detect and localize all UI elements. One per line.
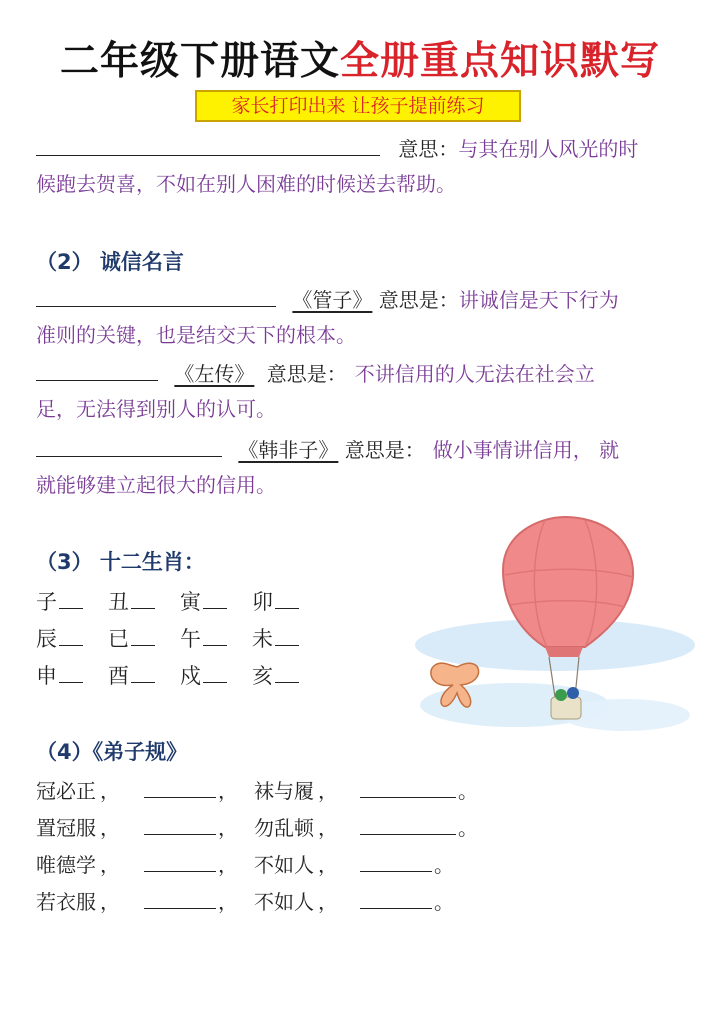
title-part1: 二年级下册语文: [59, 39, 340, 84]
zodiac-blank[interactable]: [131, 588, 155, 609]
meaning-label: 意思是：: [344, 438, 425, 462]
zodiac-blank[interactable]: [59, 662, 83, 683]
zodiac-cell: 酉: [108, 660, 155, 690]
answer-blank[interactable]: [36, 133, 380, 156]
meaning-text-cont: 准则的关键，也是结交天下的根本。: [36, 323, 356, 347]
zodiac-cell: 未: [252, 623, 299, 653]
quote-line-1: [36, 284, 619, 314]
intro-line: [36, 133, 638, 163]
verse-blank[interactable]: [144, 849, 216, 872]
zodiac-blank[interactable]: [203, 662, 227, 683]
verse-blank[interactable]: [360, 849, 432, 872]
answer-blank[interactable]: [36, 284, 276, 307]
zodiac-cell: 午: [180, 623, 227, 653]
zodiac-blank[interactable]: [275, 662, 299, 683]
section-heading-zodiac: （3） 十二生肖：: [36, 550, 205, 574]
zodiac-cell: 已: [108, 623, 155, 653]
meaning-text-cont: 候跑去贺喜，不如在别人困难的时候送去帮助。: [36, 172, 456, 196]
zodiac-cell: 申: [36, 660, 83, 690]
zodiac-blank[interactable]: [59, 588, 83, 609]
zodiac-cell: 寅: [180, 586, 227, 616]
zodiac-cell: 丑: [108, 586, 155, 616]
answer-blank[interactable]: [36, 434, 222, 457]
quote-line-3: [36, 434, 619, 464]
meaning-text: 做小事情讲信用， 就: [432, 438, 620, 462]
verse-blank[interactable]: [144, 812, 216, 835]
quote-line-2: [36, 358, 595, 388]
zodiac-cell: 子: [36, 586, 83, 616]
subtitle-banner: 家长打印出来 让孩子提前练习: [195, 90, 521, 122]
zodiac-blank[interactable]: [203, 588, 227, 609]
zodiac-cell: 戍: [180, 660, 227, 690]
verse-blank[interactable]: [360, 775, 456, 798]
verse-blank[interactable]: [360, 886, 432, 909]
verse-blank[interactable]: [360, 812, 456, 835]
zodiac-cell: 卯: [252, 586, 299, 616]
meaning-label: 意思是：: [378, 288, 459, 312]
answer-blank[interactable]: [36, 358, 158, 381]
meaning-text-cont: 就能够建立起很大的信用。: [36, 473, 276, 497]
meaning-text: 与其在别人风光的时: [458, 137, 639, 161]
zodiac-blank[interactable]: [275, 588, 299, 609]
verse-blank[interactable]: [144, 886, 216, 909]
title-part2: 全册重点知识默写: [340, 39, 661, 84]
meaning-text-cont: 足，无法得到别人的认可。: [36, 397, 276, 421]
meaning-text: 不讲信用的人无法在社会立: [354, 362, 595, 386]
zodiac-blank[interactable]: [275, 625, 299, 646]
hot-air-balloon-illustration: [395, 515, 695, 740]
meaning-text: 讲诚信是天下行为: [458, 288, 619, 312]
page-title: [0, 30, 720, 86]
zodiac-blank[interactable]: [131, 625, 155, 646]
meaning-label: 意思是：: [266, 362, 347, 386]
section-heading-integrity: （2） 诚信名言: [36, 250, 184, 274]
book-title: 《左传》: [174, 362, 255, 386]
meaning-label: 意思：: [398, 137, 459, 161]
zodiac-blank[interactable]: [131, 662, 155, 683]
zodiac-cell: 辰: [36, 623, 83, 653]
verse-blank[interactable]: [144, 775, 216, 798]
section-heading-dizigui: （4）《弟子规》: [36, 740, 188, 764]
zodiac-blank[interactable]: [203, 625, 227, 646]
book-title: 《韩非子》: [238, 438, 339, 462]
zodiac-blank[interactable]: [59, 625, 83, 646]
book-title: 《管子》: [292, 288, 373, 312]
zodiac-cell: 亥: [252, 660, 299, 690]
